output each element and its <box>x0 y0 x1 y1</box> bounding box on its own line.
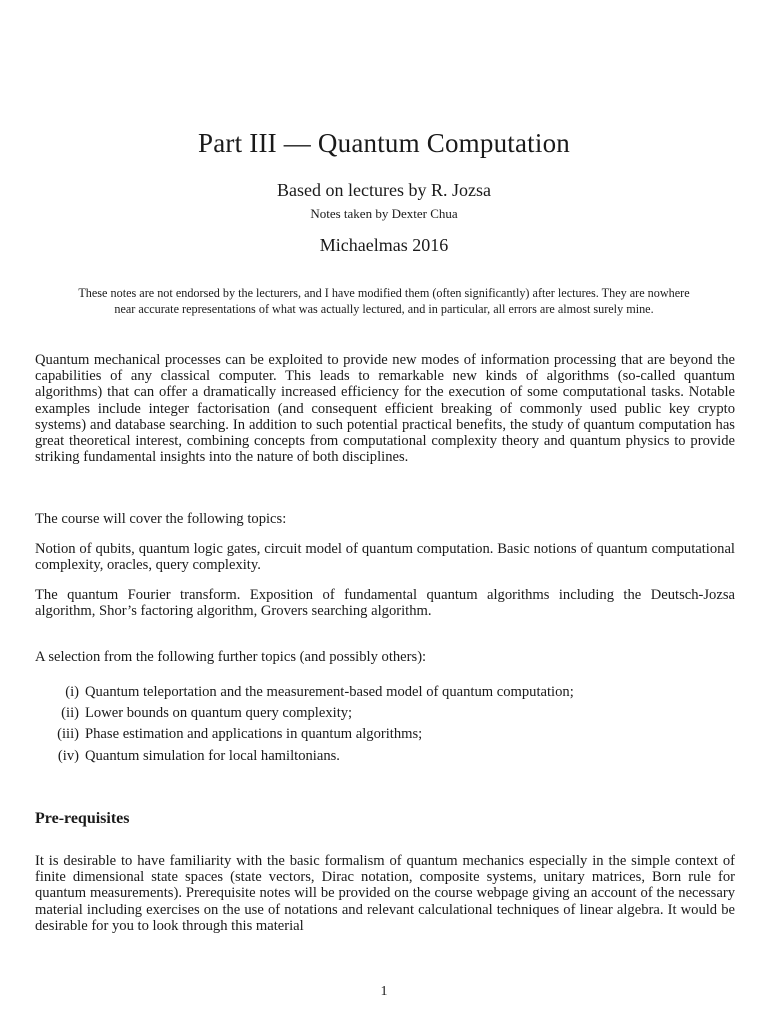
topics-intro: The course will cover the following topics: <box>35 511 287 527</box>
list-item-label: (iv) <box>57 747 79 764</box>
term-line: Michaelmas 2016 <box>319 235 449 255</box>
further-topics-list <box>35 684 735 769</box>
document-title: Part III — Quantum Computation <box>198 128 570 158</box>
page-number: 1 <box>380 984 388 999</box>
prerequisites-paragraph: It is desirable to have familiarity with the basic formalism of quantum mechanics especially in the simple context of finite dimensional state spaces (state vectors, Dirac notation, composite systems, unitary matrices, Born rule for quantum measurements). Prerequisite notes will be provided on the course webpage giving an account of the necessary material including exercises on the use of notations and relevant calculational techniques of linear algebra. It would be desirable for you to look through this material <box>35 853 735 934</box>
list-item-text: Quantum simulation for local hamiltonians. <box>85 747 340 764</box>
list-item <box>35 705 735 721</box>
prerequisites-heading: Pre-requisites <box>35 810 130 827</box>
list-item-text: Quantum teleportation and the measurement-based model of quantum computation; <box>85 684 574 700</box>
list-item-label: (i) <box>65 684 79 700</box>
list-item-label: (iii) <box>57 726 79 743</box>
disclaimer: These notes are not endorsed by the lecturers, and I have modified them (often significantly) after lectures. They are nowhere near accurate representations of what was actually lectured, and in particular, all errors are almost surely mine. <box>78 286 690 316</box>
list-item <box>35 684 735 700</box>
list-item-label: (ii) <box>61 705 79 722</box>
topic-paragraph-fourier: The quantum Fourier transform. Exposition of fundamental quantum algorithms including the Deutsch-Jozsa algorithm, Shor’s factoring algorithm, Grovers searching algorithm. <box>35 587 735 620</box>
list-item-text: Phase estimation and applications in quantum algorithms; <box>85 726 423 743</box>
lecturer-line: Based on lectures by R. Jozsa <box>277 180 491 200</box>
list-item <box>35 726 735 742</box>
further-topics-intro: A selection from the following further topics (and possibly others): <box>35 649 427 665</box>
abstract-paragraph: Quantum mechanical processes can be exploited to provide new modes of information processing that are beyond the capabilities of any classical computer. This leads to remarkable new kinds of algorithms (so-called quantum algorithms) that can offer a dramatically increased efficiency for the execution of some computational tasks. Notable examples include integer factorisation (and consequent efficient breaking of commonly used public key crypto systems) and database searching. In addition to such potential practical benefits, the study of quantum computation has great theoretical interest, combining concepts from computational complexity theory and quantum physics to provide striking fundamental insights into the nature of both disciplines. <box>35 352 735 466</box>
notes-author-line: Notes taken by Dexter Chua <box>310 206 458 221</box>
list-item <box>35 748 735 764</box>
topic-paragraph-qubits: Notion of qubits, quantum logic gates, circuit model of quantum computation. Basic notions of quantum computational complexity, oracles, query complexity. <box>35 541 735 574</box>
list-item-text: Lower bounds on quantum query complexity; <box>85 705 353 722</box>
